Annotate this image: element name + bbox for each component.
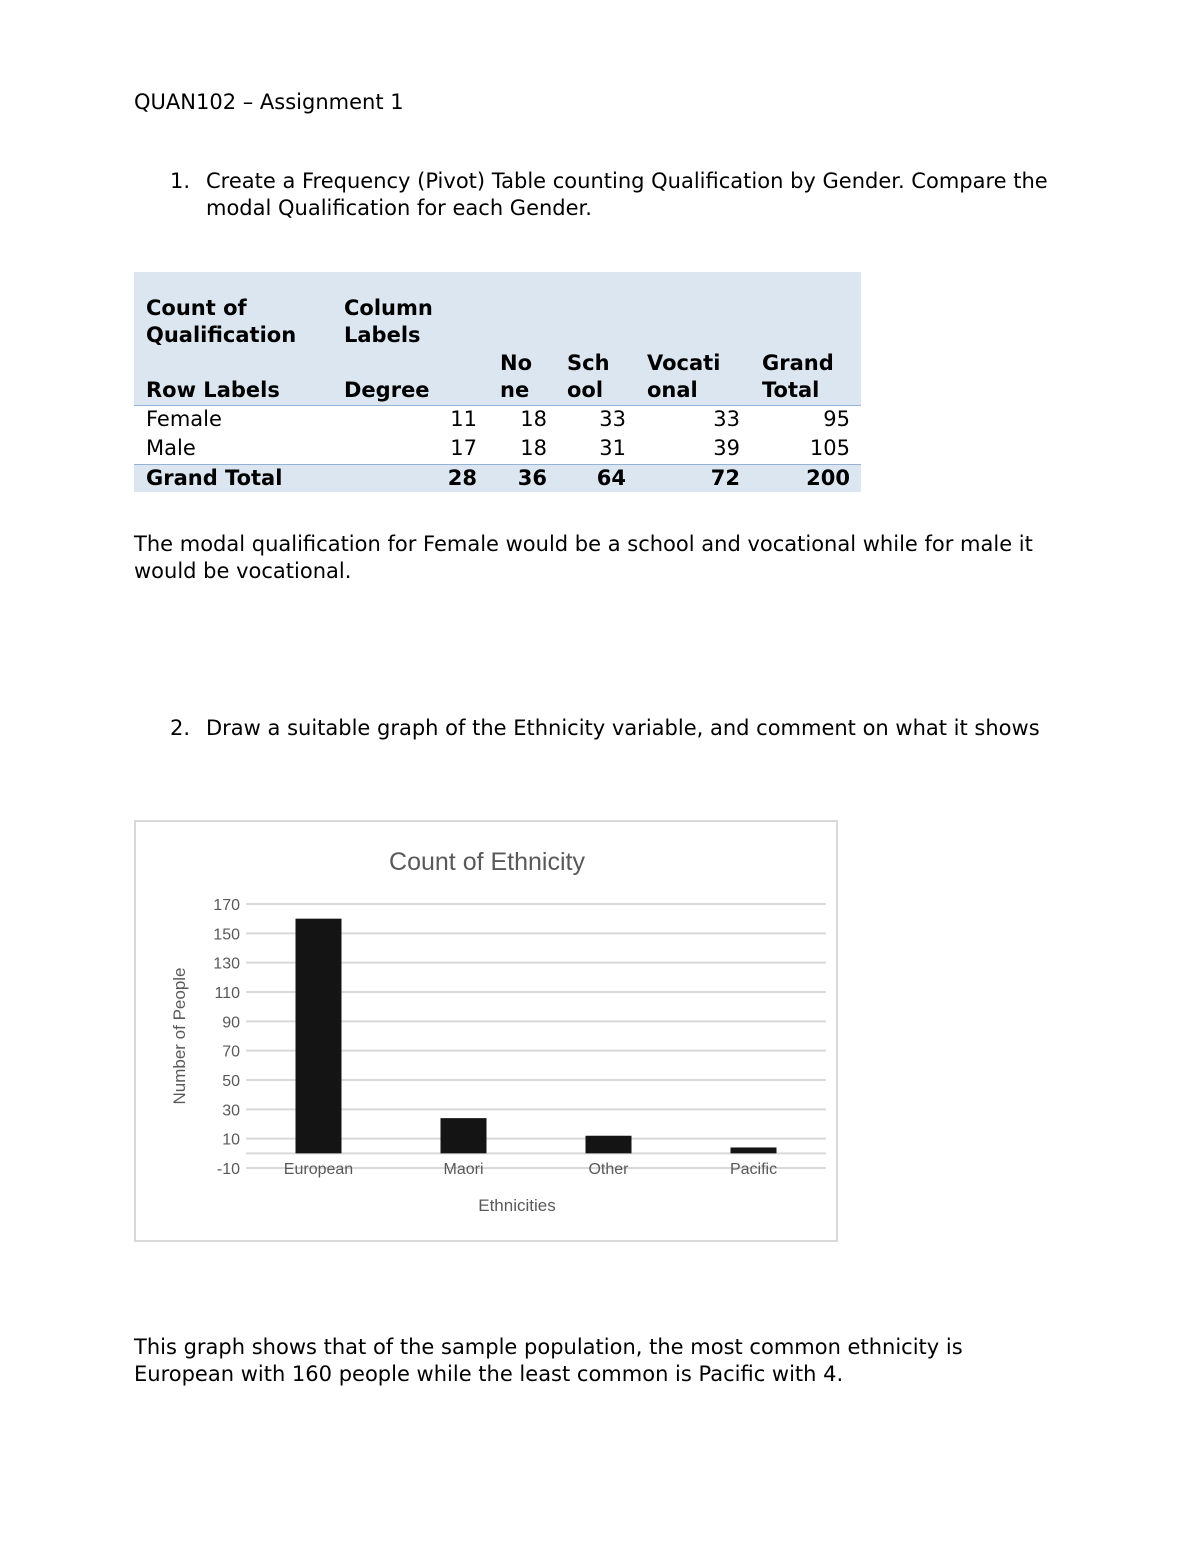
pivot-corner-label-1: Count of xyxy=(146,296,247,320)
pivot-column-labels-1: Column xyxy=(344,296,433,320)
answer-2: This graph shows that of the sample population, the most common ethnicity is European with 160 people while the least common is Pacific with 4. xyxy=(134,1335,963,1386)
y-tick-label: 130 xyxy=(213,955,240,973)
cell-none: 18 xyxy=(520,407,547,431)
x-tick-label: Pacific xyxy=(729,1161,778,1178)
pivot-table xyxy=(134,272,861,492)
cell-none: 36 xyxy=(517,466,547,490)
bar-european xyxy=(296,919,342,1154)
pivot-header xyxy=(134,272,861,406)
cell-degree: 28 xyxy=(447,466,477,490)
pivot-corner-label-2: Qualification xyxy=(146,323,297,347)
bar-pacific xyxy=(731,1147,777,1153)
pivot-header-school-1: Sch xyxy=(567,351,610,375)
pivot-header-none-2: ne xyxy=(500,378,530,402)
y-tick-label: 70 xyxy=(222,1043,240,1061)
cell-vocational: 72 xyxy=(710,466,740,490)
grand-total-row xyxy=(134,464,861,492)
pivot-header-vocational-1: Vocati xyxy=(647,351,721,375)
question-1-number: 1. xyxy=(170,169,191,193)
cell-school: 31 xyxy=(599,436,626,460)
chart-title: Count of Ethnicity xyxy=(389,848,585,876)
x-tick-label: Other xyxy=(588,1161,629,1178)
pivot-column-labels-2: Labels xyxy=(344,323,421,347)
x-tick-label: European xyxy=(283,1161,354,1178)
y-tick-label: 10 xyxy=(222,1131,240,1149)
bar-other xyxy=(586,1136,632,1154)
table-row xyxy=(134,435,861,464)
row-label: Male xyxy=(146,436,196,460)
question-2 xyxy=(134,715,1064,775)
pivot-header-grand-total-1: Grand xyxy=(762,351,834,375)
pivot-header-vocational-2: onal xyxy=(647,378,698,402)
cell-vocational: 39 xyxy=(713,436,740,460)
row-label: Female xyxy=(146,407,222,431)
y-tick-label: -10 xyxy=(216,1161,240,1178)
y-axis-label: Number of People xyxy=(170,967,189,1105)
cell-total: 95 xyxy=(823,407,850,431)
question-1 xyxy=(134,168,1064,228)
cell-total: 105 xyxy=(809,436,850,460)
pivot-header-none-1: No xyxy=(500,351,533,375)
row-label: Grand Total xyxy=(146,466,283,490)
x-tick-label: Maori xyxy=(443,1161,484,1178)
cell-degree: 11 xyxy=(450,407,477,431)
answer-1: The modal qualification for Female would be a school and vocational while for male it would be vocational. xyxy=(134,532,1033,583)
y-tick-label: 110 xyxy=(214,985,240,1002)
cell-school: 64 xyxy=(596,466,626,490)
y-tick-label: 170 xyxy=(213,897,240,914)
cell-total: 200 xyxy=(806,466,850,490)
pivot-row-labels-header: Row Labels xyxy=(146,378,280,402)
question-2-number: 2. xyxy=(170,716,191,740)
y-tick-label: 50 xyxy=(222,1073,240,1090)
pivot-header-grand-total-2: Total xyxy=(762,378,820,402)
table-row xyxy=(134,406,861,435)
cell-none: 18 xyxy=(520,436,547,460)
cell-vocational: 33 xyxy=(713,407,740,431)
cell-degree: 17 xyxy=(450,436,477,460)
question-2-text: Draw a suitable graph of the Ethnicity variable, and comment on what it shows xyxy=(206,716,1040,740)
cell-school: 33 xyxy=(599,407,626,431)
document-title: QUAN102 – Assignment 1 xyxy=(134,90,404,114)
question-1-text: Create a Frequency (Pivot) Table counting Qualification by Gender. Compare the modal Qualification for each Gender. xyxy=(206,169,1048,220)
y-tick-label: 90 xyxy=(222,1014,240,1032)
bar-maori xyxy=(441,1118,487,1153)
ethnicity-chart xyxy=(134,820,838,1242)
x-axis-label: Ethnicities xyxy=(478,1196,556,1215)
chart-canvas xyxy=(136,822,840,1244)
y-tick-label: 150 xyxy=(213,926,240,944)
y-tick-label: 30 xyxy=(222,1102,240,1120)
pivot-header-degree: Degree xyxy=(344,378,430,402)
pivot-header-school-2: ool xyxy=(567,378,604,402)
